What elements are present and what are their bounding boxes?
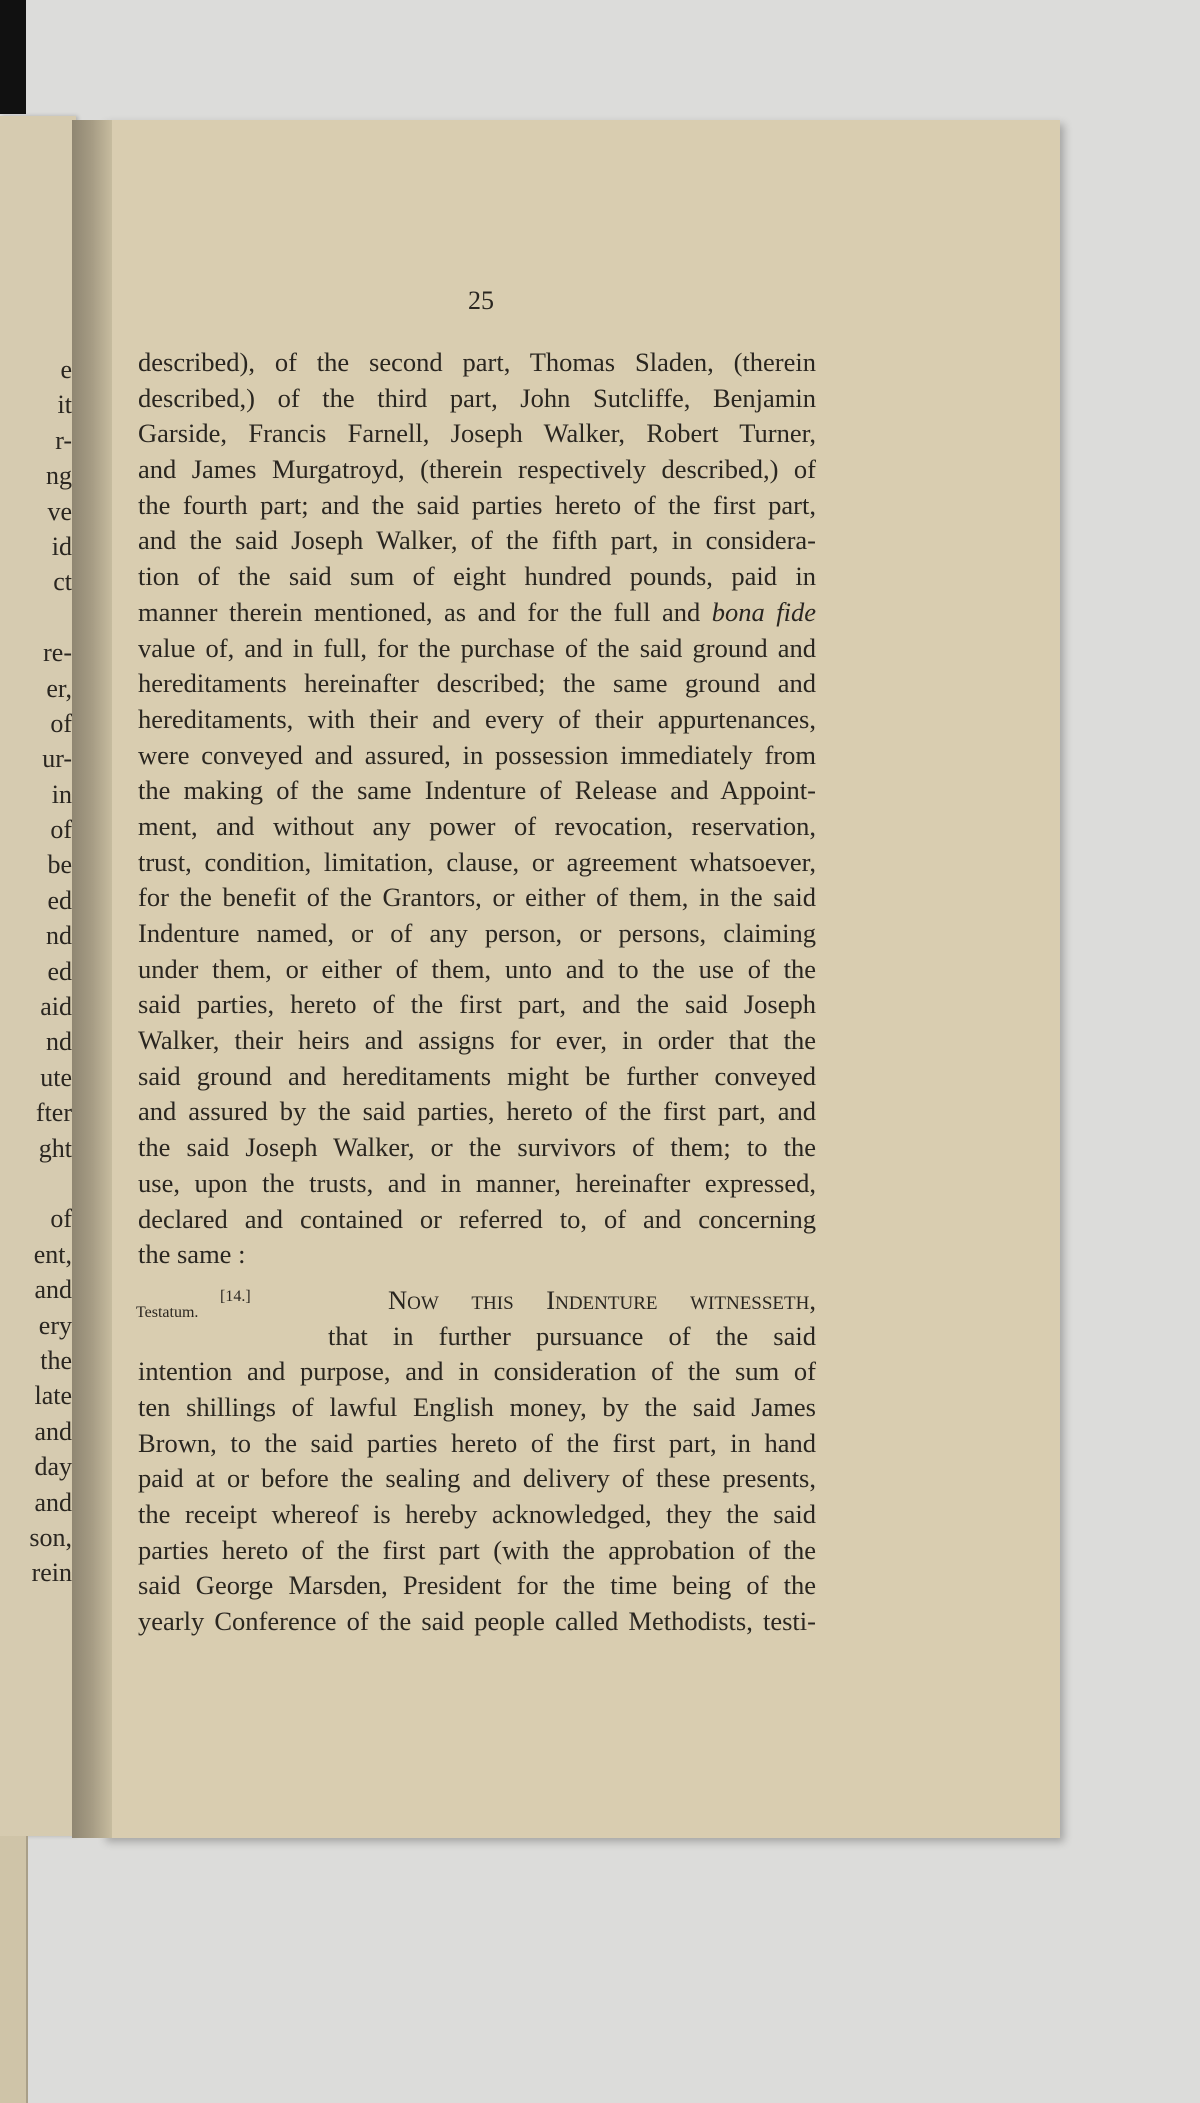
text-line: ten shillings of lawful English money, by the said James: [138, 1391, 816, 1422]
text-line: the fourth part; and the said parties hereto of the first part,: [138, 489, 816, 520]
text-line: [138, 595, 816, 631]
left-page-line: nd: [46, 921, 72, 951]
text-line: were conveyed and assured, in possession immediately from: [138, 739, 816, 770]
text-line: parties hereto of the first part (with the approbation of the: [138, 1534, 816, 1565]
left-page-edge: [0, 1836, 28, 2103]
left-page-line: son,: [29, 1522, 72, 1552]
left-page-line: and: [34, 1416, 72, 1446]
left-page-line: and: [34, 1275, 72, 1305]
text-line: and assured by the said parties, hereto of the first part, and: [138, 1096, 816, 1127]
left-page-line: the: [40, 1345, 72, 1375]
page-number: 25: [468, 286, 494, 315]
left-page-line: be: [47, 850, 72, 880]
text-line: ment, and without any power of revocation, reservation,: [138, 810, 816, 841]
text-line: Brown, to the said parties hereto of the first part, in hand: [138, 1427, 816, 1458]
left-page-line: re-: [43, 638, 72, 668]
left-page-line: er,: [46, 673, 72, 703]
scan-edge-strip: [0, 0, 26, 114]
text-line: Indenture named, or of any person, or persons, claiming: [138, 918, 816, 948]
left-page-line: [29, 1166, 72, 1201]
text-line: Garside, Francis Farnell, Joseph Walker, Robert Turner,: [138, 418, 816, 449]
left-page-line: aid: [40, 992, 72, 1022]
text-line: said parties, hereto of the first part, and the said Joseph: [138, 989, 816, 1020]
text-line: for the benefit of the Grantors, or either of them, in the said: [138, 882, 816, 913]
left-page-line: ed: [47, 956, 72, 986]
text-line: said George Marsden, President for the time being of the: [138, 1570, 816, 1601]
text-line: under them, or either of them, unto and to the use of the: [138, 953, 816, 984]
left-page-line: ng: [46, 461, 72, 491]
left-page-line: it: [57, 390, 72, 420]
text-line: said ground and hereditaments might be further conveyed: [138, 1060, 816, 1091]
text-line: paid at or before the sealing and delivery of these presents,: [138, 1463, 816, 1494]
paragraph-2: [138, 1283, 816, 1640]
text-line-part: manner therein mentioned, as and for the full and: [138, 596, 701, 627]
margin-note-label: Testatum.: [136, 1303, 199, 1321]
text-line: intention and purpose, and in consideration of the sum of: [138, 1356, 816, 1387]
left-page-line: ur-: [42, 744, 72, 774]
text-line: declared and contained or referred to, of and concerning: [138, 1203, 816, 1234]
left-page-line: fter: [35, 1098, 72, 1128]
left-page-line: day: [34, 1452, 72, 1482]
left-page-text: [29, 352, 72, 1591]
left-page-line: [29, 600, 72, 635]
left-page-line: id: [51, 531, 72, 561]
text-line: Walker, their heirs and assigns for ever, in order that the: [138, 1025, 816, 1056]
left-page-line: ght: [38, 1133, 72, 1163]
left-page: [0, 116, 76, 1836]
text-line: the same :: [138, 1239, 246, 1270]
margin-note-number: [14.]: [220, 1287, 251, 1305]
left-page-line: rein: [31, 1558, 72, 1588]
left-page-line: ent,: [33, 1239, 72, 1269]
page-body: [138, 345, 816, 1640]
left-page-line: nd: [46, 1027, 72, 1057]
left-page-line: ed: [47, 885, 72, 915]
left-page-line: r-: [55, 425, 72, 455]
text-line: the making of the same Indenture of Release and Appoint-: [138, 775, 816, 806]
text-line: yearly Conference of the said people called Methodists, testi-: [138, 1606, 816, 1637]
text-line: tion of the said sum of eight hundred pounds, paid in: [138, 561, 816, 592]
text-line: described), of the second part, Thomas Sladen, (therein: [138, 347, 816, 377]
left-page-line: ery: [38, 1310, 72, 1340]
text-line: value of, and in full, for the purchase of the said ground and: [138, 632, 816, 663]
text-line: hereditaments, with their and every of their appurtenances,: [138, 703, 816, 734]
left-page-line: of: [50, 708, 72, 738]
italic-phrase: bona fide: [711, 596, 816, 627]
text-line: the said Joseph Walker, or the survivors of them; to the: [138, 1132, 816, 1163]
paragraph-1: [138, 345, 816, 1273]
text-line: and the said Joseph Walker, of the fifth part, in considera-: [138, 525, 816, 556]
left-page-line: and: [34, 1487, 72, 1517]
text-line: described,) of the third part, John Sutcliffe, Benjamin: [138, 382, 816, 413]
paragraph-2-heading: Now this Indenture witnesseth,: [388, 1284, 816, 1315]
left-page-line: ve: [47, 496, 72, 526]
text-line: use, upon the trusts, and in manner, hereinafter expressed,: [138, 1167, 816, 1198]
left-page-line: ct: [53, 567, 72, 597]
book-gutter: [72, 120, 112, 1838]
text-line: trust, condition, limitation, clause, or agreement whatsoever,: [138, 846, 816, 877]
text-line: hereditaments hereinafter described; the same ground and: [138, 668, 816, 699]
text-line: that in further pursuance of the said: [328, 1320, 816, 1351]
text-line: and James Murgatroyd, (therein respectively described,) of: [138, 454, 816, 485]
left-page-line: ute: [40, 1062, 72, 1092]
text-line: the receipt whereof is hereby acknowledged, they the said: [138, 1499, 816, 1529]
left-page-line: late: [34, 1381, 72, 1411]
left-page-line: in: [51, 779, 72, 809]
left-page-line: e: [60, 355, 72, 384]
left-page-line: of: [50, 1204, 72, 1234]
left-page-line: of: [50, 815, 72, 845]
